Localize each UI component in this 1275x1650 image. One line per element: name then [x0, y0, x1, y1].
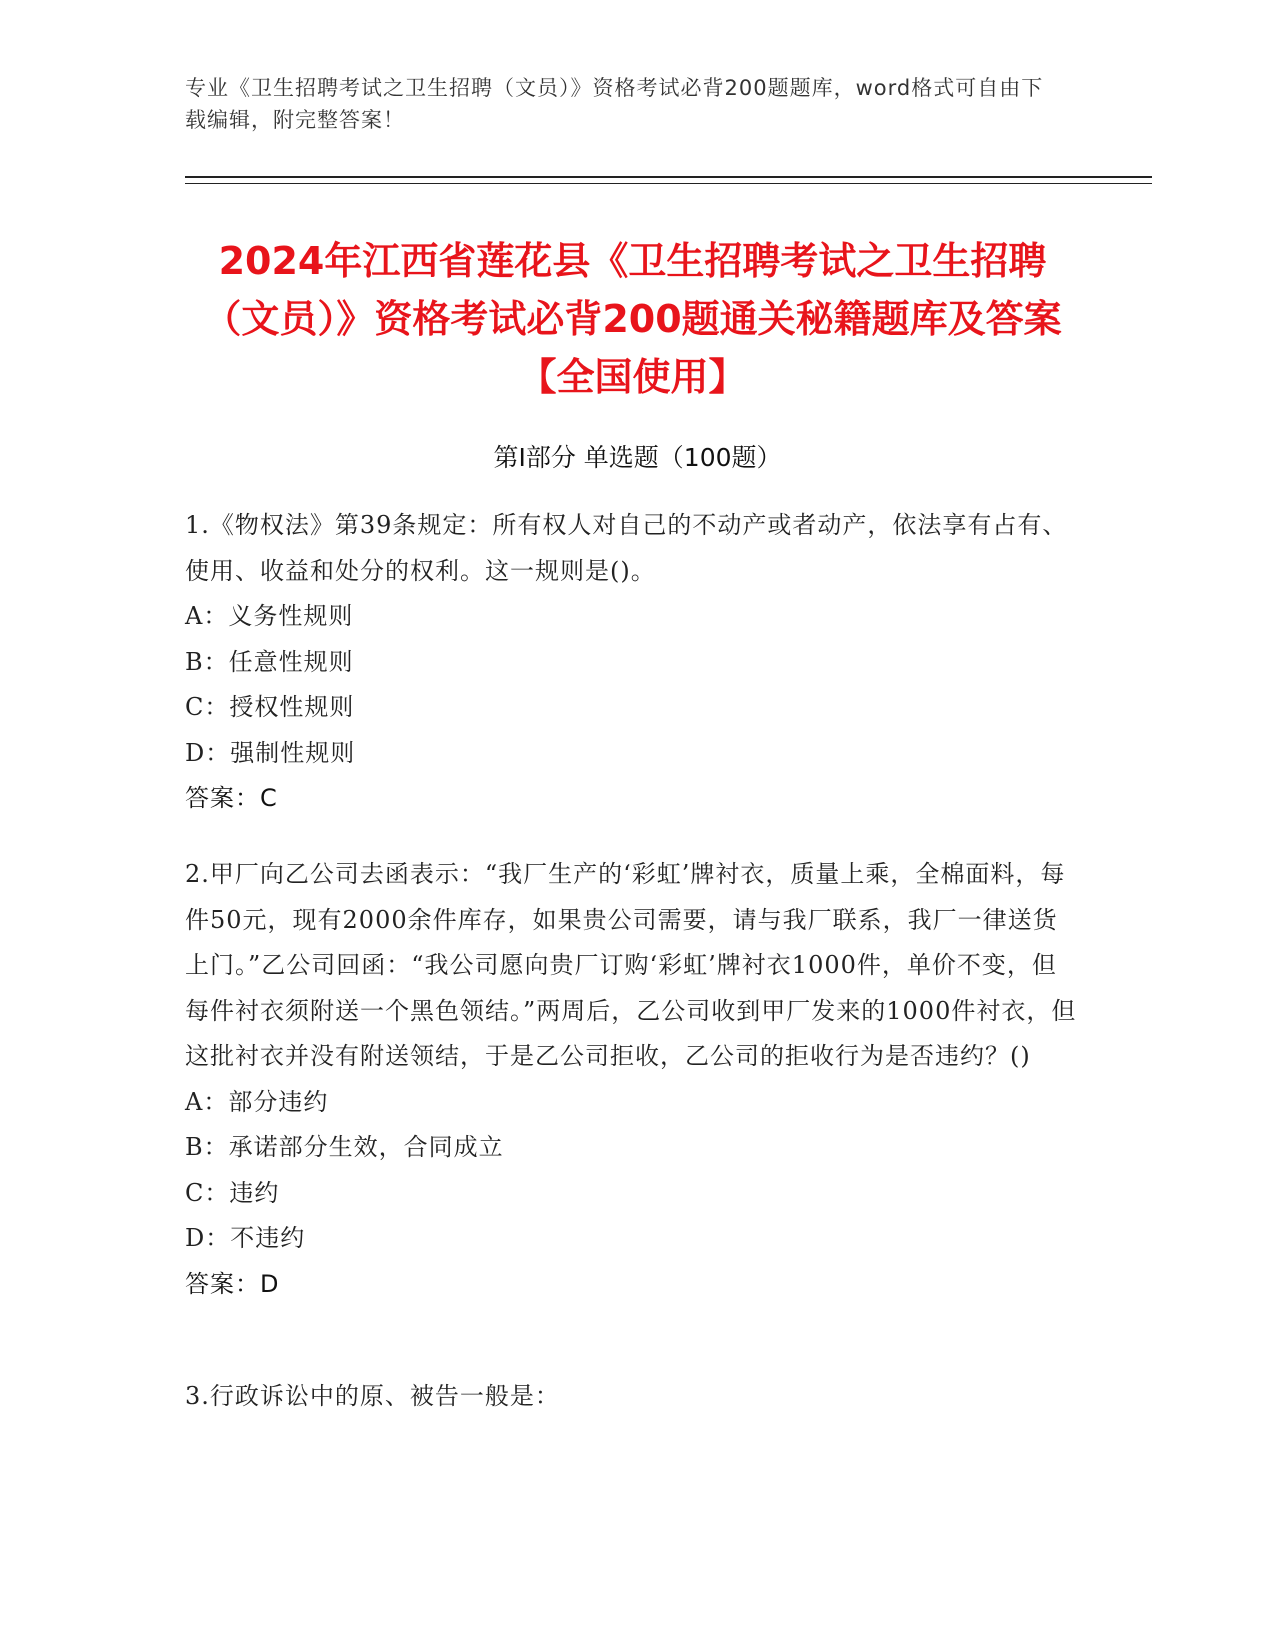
- document-title: 2024年江西省莲花县《卫生招聘考试之卫生招聘（文员）》资格考试必背200题通关秘籍题库及答案【全国使用】: [203, 239, 1062, 399]
- option-b: B：承诺部分生效，合同成立: [185, 1133, 504, 1161]
- option-d: D：强制性规则: [185, 738, 356, 767]
- option-a: A：部分违约: [185, 1087, 329, 1116]
- question-stem: 1.《物权法》第39条规定：所有权人对自己的不动产或者动产，依法享有占有、使用、收益和处分的权利。这一规则是()。: [185, 511, 1068, 585]
- header-divider-thick: [185, 176, 1152, 178]
- question-stem: 2.甲厂向乙公司去函表示：“我厂生产的‘彩虹’牌衬衣，质量上乘，全棉面料，每件50元，现有2000余件库存，如果贵公司需要，请与我厂联系，我厂一律送货上门。”乙公司回函：“我公司愿向贵厂订购‘彩虹’牌衬衣1000件，单价不变，但每件衬衣须附送一个黑色领结。”两周后，乙公司收到甲厂发来的1000件衬衣，但这批衬衣并没有附送领结，于是乙公司拒收，乙公司的拒收行为是否违约？(): [185, 860, 1077, 1070]
- header-divider-thin: [185, 183, 1152, 184]
- answer: 答案：C: [185, 784, 278, 812]
- question-stem: 3.行政诉讼中的原、被告一般是：: [185, 1382, 560, 1410]
- question-2: [185, 852, 1080, 1307]
- option-a: A：义务性规则: [185, 602, 354, 630]
- option-c: C：授权性规则: [185, 693, 355, 721]
- question-1: [185, 503, 1080, 822]
- option-b: B：任意性规则: [185, 647, 354, 676]
- header-note: 专业《卫生招聘考试之卫生招聘（文员）》资格考试必背200题题库，word格式可自由下载编辑，附完整答案！: [185, 76, 1044, 132]
- section-title: 第I部分 单选题（100题）: [493, 443, 782, 472]
- answer: 答案：D: [185, 1269, 280, 1298]
- option-c: C：违约: [185, 1178, 280, 1207]
- question-3: [185, 1374, 1080, 1420]
- option-d: D：不违约: [185, 1224, 306, 1252]
